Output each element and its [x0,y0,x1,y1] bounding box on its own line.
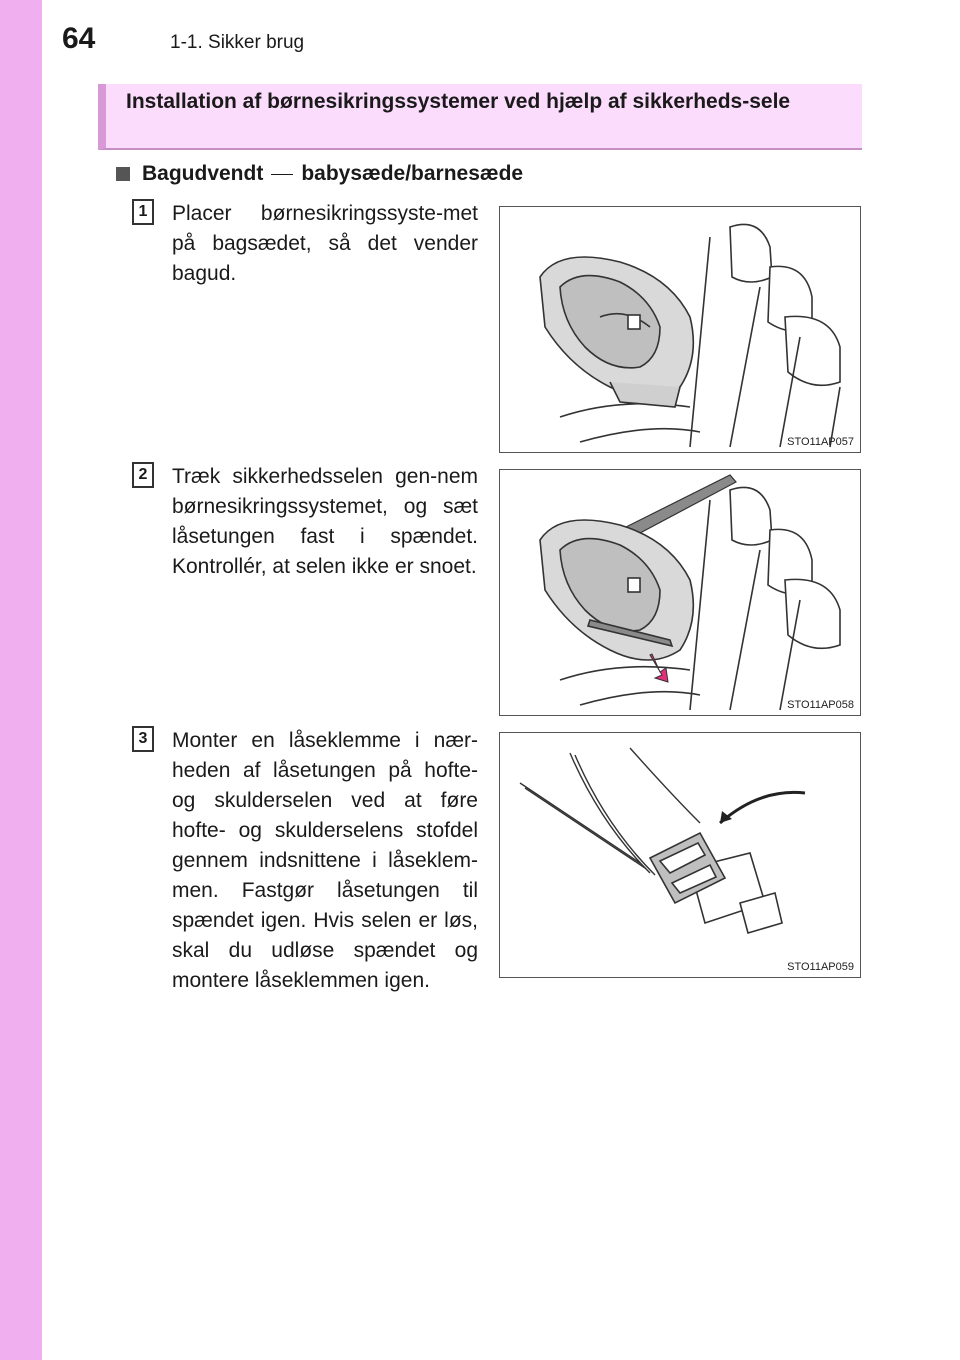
section-banner [98,84,862,150]
subheading-part1: Bagudvendt [142,162,264,185]
figure-code: STO11AP057 [787,436,854,448]
banner-title: Installation af børnesikringssystemer ved hjælp af sikkerheds-sele [126,90,791,113]
dash-divider [271,174,293,175]
step-text: Monter en låseklemme i nær-heden af låsetungen på hofte- og skulderselen ved at føre hofte- og skulderselens stofdel gennem indsnittene i låseklem-men. Fastgør låsetungen til spændet igen. Hvis selen er løs, skal du udløse spændet og montere låseklemmen igen. [172,729,478,992]
section-title: 1-1. Sikker brug [170,32,305,53]
illustration-belt-through-seat [499,469,861,716]
page-number: 64 [62,22,96,55]
illustration-rear-facing-seat [499,206,861,453]
square-bullet-icon [116,167,130,181]
step-number-badge: 1 [132,199,154,225]
step-text: Træk sikkerhedsselen gen-nem børnesikringssystemet, og sæt låsetungen fast i spændet. Kontrollér, at selen ikke er snoet. [172,465,478,578]
step-number-badge: 3 [132,726,154,752]
figure-code: STO11AP058 [787,699,854,711]
illustration-locking-clip [499,732,861,978]
locking-clip-illustration-icon [500,733,861,978]
figure-code: STO11AP059 [787,961,854,973]
belt-illustration-icon [500,470,861,716]
seat-illustration-icon [500,207,861,453]
chapter-side-tab [0,0,42,1360]
subheading-part2: babysæde/barnesæde [301,162,524,185]
step-text: Placer børnesikringssyste-met på bagsædet, så det vender bagud. [172,202,478,285]
step-number-badge: 2 [132,462,154,488]
subheading [116,162,523,186]
